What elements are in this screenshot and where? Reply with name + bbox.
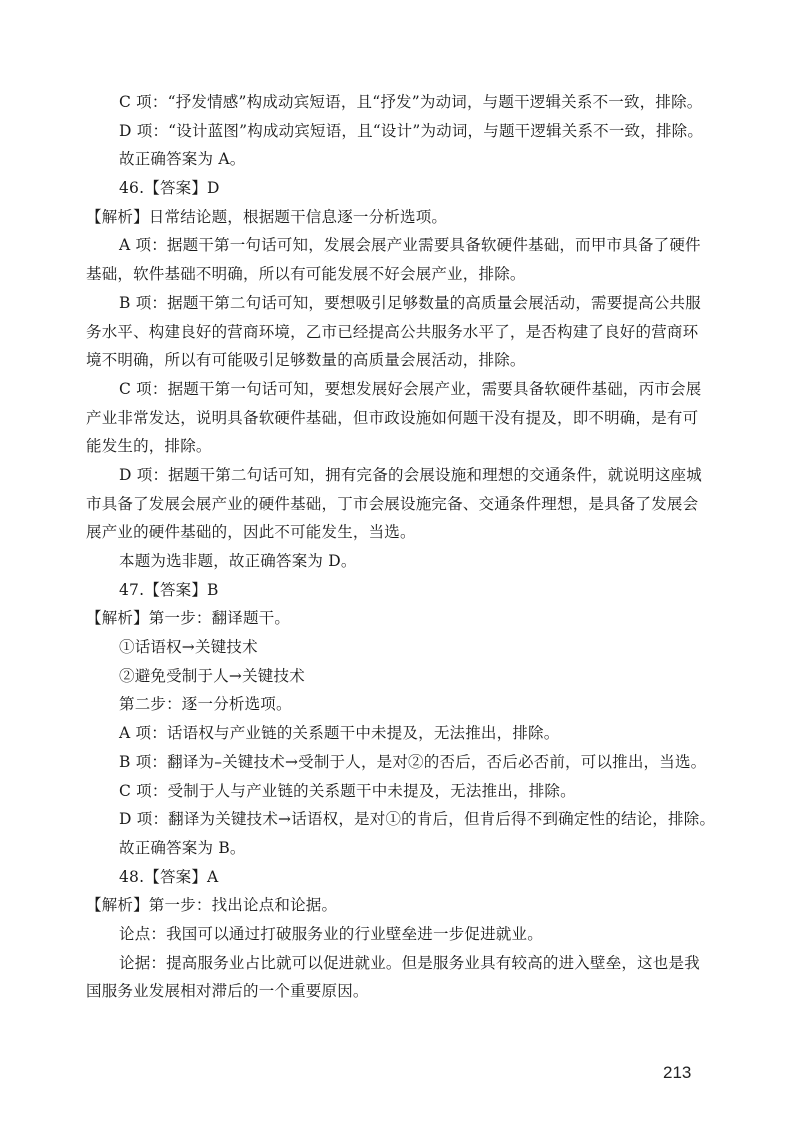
text-line: 境不明确，所以有可能吸引足够数量的高质量会展活动，排除。 — [86, 351, 526, 370]
text-line: 能发生的，排除。 — [86, 437, 212, 456]
text-line: 国服务业发展相对滞后的一个重要原因。 — [86, 982, 369, 1001]
text-line: D 项：“设计蓝图”构成动宾短语，且“设计”为动词，与题干逻辑关系不一致，排除。 — [119, 121, 704, 140]
text-line: 论据：提高服务业占比就可以促进就业。但是服务业具有较高的进入壁垒，这也是我 — [119, 953, 700, 972]
text-line: 论点：我国可以通过打破服务业的行业壁垒进一步促进就业。 — [119, 924, 543, 943]
text-line: ②避免受制于人→关键技术 — [119, 666, 305, 685]
text-line: 故正确答案为 A。 — [119, 150, 246, 169]
document-body — [86, 88, 718, 1006]
text-line: C 项：据题干第一句话可知，要想发展好会展产业，需要具备软硬件基础，丙市会展 — [119, 379, 702, 398]
text-line: 故正确答案为 B。 — [119, 838, 246, 857]
text-line: 展产业的硬件基础的，因此不可能发生，当选。 — [86, 523, 416, 542]
text-line: A 项：话语权与产业链的关系题干中未提及，无法推出，排除。 — [119, 724, 560, 743]
text-line: A 项：据题干第一句话可知，发展会展产业需要具备软硬件基础，而甲市具备了硬件 — [119, 236, 701, 255]
text-line: B 项：据题干第二句话可知，要想吸引足够数量的高质量会展活动，需要提高公共服 — [119, 293, 701, 312]
text-line: C 项：受制于人与产业链的关系题干中未提及，无法推出，排除。 — [119, 781, 576, 800]
text-line: ①话语权→关键技术 — [119, 638, 258, 657]
text-line: 基础，软件基础不明确，所以有可能发展不好会展产业，排除。 — [86, 265, 526, 284]
text-line: 【解析】第一步：翻译题干。 — [86, 609, 291, 628]
text-line: 产业非常发达，说明具备软硬件基础，但市政设施如何题干没有提及，即不明确，是有可 — [86, 408, 699, 427]
text-line: D 项：翻译为关键技术→话语权，是对①的肯后，但肯后得不到确定性的结论，排除。 — [119, 810, 716, 829]
text-line: 48.【答案】A — [119, 867, 219, 886]
text-line: 47.【答案】B — [119, 580, 219, 599]
text-line: 第二步：逐一分析选项。 — [119, 695, 292, 714]
text-line: 【解析】第一步：找出论点和论据。 — [86, 896, 338, 915]
text-line: D 项：据题干第二句话可知，拥有完备的会展设施和理想的交通条件，就说明这座城 — [119, 465, 702, 484]
text-line: B 项：翻译为–关键技术→受制于人，是对②的否后，否后必否前，可以推出，当选。 — [119, 752, 707, 771]
text-line: 【解析】日常结论题，根据题干信息逐一分析选项。 — [86, 207, 448, 226]
text-line: C 项：“抒发情感”构成动宾短语，且“抒发”为动词，与题干逻辑关系不一致，排除。 — [119, 93, 703, 111]
text-line: 46.【答案】D — [119, 179, 220, 198]
text-line: 市具备了发展会展产业的硬件基础，丁市会展设施完备、交通条件理想，是具备了发展会 — [86, 494, 699, 513]
text-line: 本题为选非题，故正确答案为 D。 — [119, 552, 357, 570]
text-line: 务水平、构建良好的营商环境，乙市已经提高公共服务水平了，是否构建了良好的营商环 — [86, 322, 699, 341]
page-number: 213 — [663, 1063, 692, 1082]
